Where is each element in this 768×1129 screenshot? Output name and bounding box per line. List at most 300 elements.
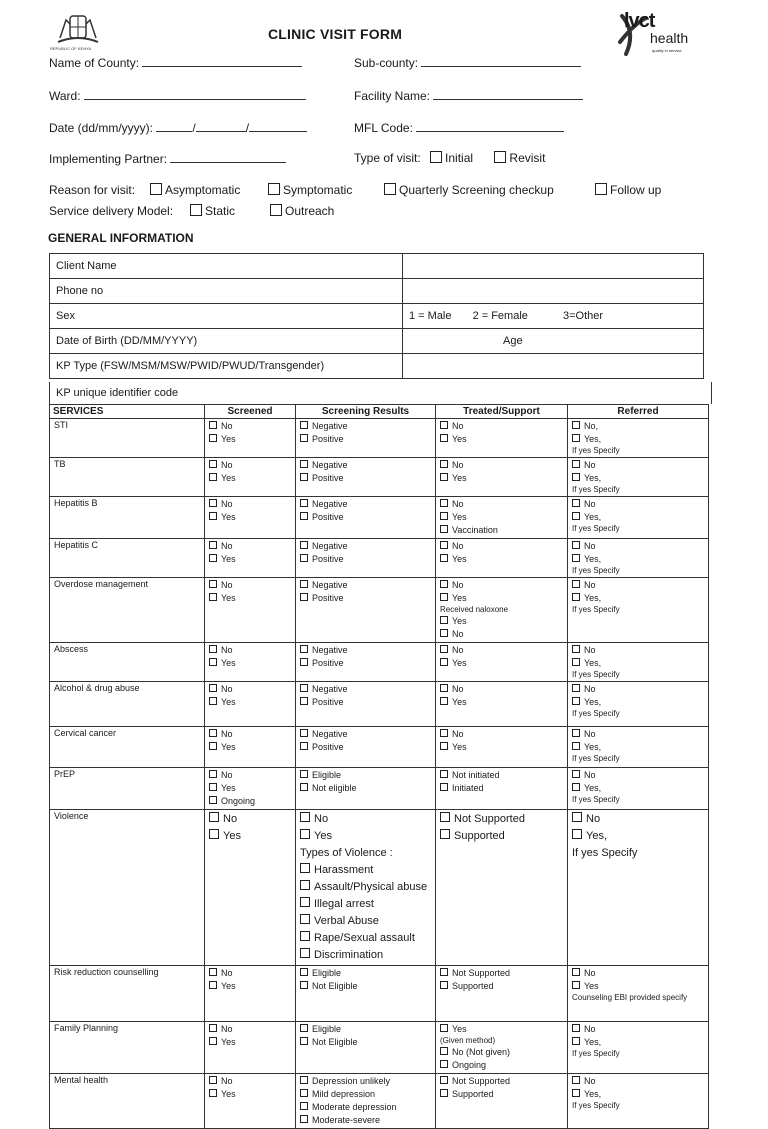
screened-checkbox[interactable]: [209, 421, 217, 429]
result-option[interactable]: [300, 728, 431, 741]
treated-checkbox[interactable]: [440, 460, 448, 468]
dob-row: [50, 329, 704, 354]
partner-field[interactable]: [49, 152, 286, 166]
result-option[interactable]: [300, 579, 431, 592]
referred-option[interactable]: [572, 1036, 704, 1049]
date-field[interactable]: [49, 121, 307, 135]
referred-checkbox[interactable]: [572, 512, 580, 520]
treated-option[interactable]: [440, 811, 563, 828]
result-checkbox[interactable]: [300, 460, 308, 468]
partner-input[interactable]: [170, 152, 286, 163]
result-option[interactable]: [300, 433, 431, 446]
treated-cell: [436, 458, 568, 497]
facility-label: Facility Name:: [354, 89, 431, 103]
screened-checkbox[interactable]: [209, 1076, 217, 1084]
visit-initial-checkbox[interactable]: [430, 151, 442, 163]
treated-option[interactable]: [440, 459, 563, 472]
treated-checkbox[interactable]: [440, 783, 448, 791]
model-static-checkbox[interactable]: [190, 204, 202, 216]
treated-checkbox[interactable]: [440, 541, 448, 549]
result-option[interactable]: [300, 782, 431, 795]
result-checkbox[interactable]: [300, 829, 310, 839]
result-option[interactable]: [300, 644, 431, 657]
screened-checkbox[interactable]: [209, 460, 217, 468]
screened-option[interactable]: [209, 1088, 291, 1101]
result-option[interactable]: [300, 540, 431, 553]
referred-checkbox[interactable]: [572, 697, 580, 705]
result-option-label: Negative: [312, 645, 348, 655]
result-option[interactable]: [300, 420, 431, 433]
referred-option[interactable]: [572, 420, 704, 433]
treated-extra-option[interactable]: [440, 1059, 563, 1072]
referred-option[interactable]: [572, 782, 704, 795]
screened-checkbox[interactable]: [209, 697, 217, 705]
treated-checkbox[interactable]: [440, 525, 448, 533]
treated-option[interactable]: [440, 433, 563, 446]
referred-checkbox[interactable]: [572, 1076, 580, 1084]
referred-option[interactable]: [572, 683, 704, 696]
treated-checkbox[interactable]: [440, 968, 448, 976]
treated-checkbox[interactable]: [440, 812, 450, 822]
results-cell: [296, 1074, 436, 1129]
screened-checkbox[interactable]: [209, 1024, 217, 1032]
referred-checkbox[interactable]: [572, 460, 580, 468]
treated-checkbox[interactable]: [440, 593, 448, 601]
reason-asymptomatic-option[interactable]: [150, 183, 240, 197]
treated-checkbox[interactable]: [440, 554, 448, 562]
treated-option[interactable]: [440, 420, 563, 433]
date-day-input[interactable]: [156, 121, 192, 132]
screened-option[interactable]: [209, 592, 291, 605]
referred-option[interactable]: [572, 433, 704, 446]
referred-option[interactable]: [572, 1075, 704, 1088]
referred-option[interactable]: [572, 696, 704, 709]
subcounty-field[interactable]: [354, 56, 581, 70]
result-checkbox[interactable]: [300, 729, 308, 737]
screened-checkbox[interactable]: [209, 812, 219, 822]
model-outreach-option[interactable]: [270, 204, 334, 218]
referred-option-label: Yes,: [584, 434, 602, 444]
treated-option[interactable]: [440, 644, 563, 657]
violence-type-checkbox[interactable]: [300, 897, 310, 907]
result-checkbox[interactable]: [300, 593, 308, 601]
referred-checkbox[interactable]: [572, 541, 580, 549]
treated-option[interactable]: [440, 592, 563, 605]
reason-asymptomatic-checkbox[interactable]: [150, 183, 162, 195]
referred-checkbox[interactable]: [572, 770, 580, 778]
treated-option[interactable]: [440, 472, 563, 485]
treated-extra-option[interactable]: [440, 1046, 563, 1059]
screened-option[interactable]: [209, 1036, 291, 1049]
screened-checkbox[interactable]: [209, 499, 217, 507]
subcounty-label: Sub-county:: [354, 56, 419, 70]
screened-option[interactable]: [209, 511, 291, 524]
treated-option[interactable]: [440, 696, 563, 709]
referred-checkbox[interactable]: [572, 554, 580, 562]
treated-option[interactable]: [440, 769, 563, 782]
treated-option[interactable]: [440, 828, 563, 845]
result-checkbox[interactable]: [300, 770, 308, 778]
screened-option[interactable]: [209, 741, 291, 754]
facility-input[interactable]: [433, 89, 583, 100]
treated-option[interactable]: [440, 980, 563, 993]
referred-option[interactable]: [572, 553, 704, 566]
screened-checkbox[interactable]: [209, 658, 217, 666]
date-year-input[interactable]: [249, 121, 307, 132]
referred-option[interactable]: [572, 511, 704, 524]
result-option[interactable]: [300, 1114, 431, 1127]
screened-option[interactable]: [209, 1023, 291, 1036]
treated-checkbox[interactable]: [440, 434, 448, 442]
mfl-input[interactable]: [416, 121, 564, 132]
screened-option[interactable]: [209, 782, 291, 795]
reason-followup-option[interactable]: [595, 183, 661, 197]
referred-specify-note: If yes Specify: [572, 485, 620, 494]
referred-cell: [568, 1074, 709, 1129]
referred-checkbox[interactable]: [572, 1089, 580, 1097]
result-option[interactable]: [300, 1023, 431, 1036]
reason-quarterly-checkbox[interactable]: [384, 183, 396, 195]
referred-checkbox[interactable]: [572, 1037, 580, 1045]
treated-option[interactable]: [440, 967, 563, 980]
screened-option[interactable]: [209, 795, 291, 808]
model-static-option[interactable]: [190, 204, 235, 218]
treated-extra-checkbox[interactable]: [440, 616, 448, 624]
referred-option[interactable]: [572, 579, 704, 592]
date-label: Date (dd/mm/yyyy):: [49, 121, 154, 135]
date-month-input[interactable]: [196, 121, 246, 132]
referred-option[interactable]: [572, 980, 704, 993]
result-checkbox[interactable]: [300, 1076, 308, 1084]
referred-option-label: Yes: [584, 981, 599, 991]
referred-checkbox[interactable]: [572, 783, 580, 791]
screened-option[interactable]: [209, 1075, 291, 1088]
screened-checkbox[interactable]: [209, 593, 217, 601]
mfl-field[interactable]: [354, 121, 564, 135]
treated-checkbox[interactable]: [440, 684, 448, 692]
screened-checkbox[interactable]: [209, 645, 217, 653]
treated-option[interactable]: [440, 1088, 563, 1101]
service-name: Family Planning: [50, 1022, 205, 1074]
result-checkbox[interactable]: [300, 580, 308, 588]
facility-field[interactable]: [354, 89, 583, 103]
violence-type-option[interactable]: [300, 913, 431, 930]
screened-checkbox[interactable]: [209, 434, 217, 442]
referred-checkbox[interactable]: [572, 473, 580, 481]
treated-option[interactable]: [440, 782, 563, 795]
referred-option[interactable]: [572, 472, 704, 485]
result-option[interactable]: [300, 511, 431, 524]
referred-option[interactable]: [572, 967, 704, 980]
screened-checkbox[interactable]: [209, 554, 217, 562]
sex-other-option[interactable]: 3=Other: [562, 310, 604, 322]
referred-option[interactable]: [572, 1023, 704, 1036]
referred-option[interactable]: [572, 459, 704, 472]
violence-type-checkbox[interactable]: [300, 914, 310, 924]
result-checkbox[interactable]: [300, 499, 308, 507]
screened-checkbox[interactable]: [209, 770, 217, 778]
result-checkbox[interactable]: [300, 981, 308, 989]
sex-male-option[interactable]: 1 = Male: [409, 310, 452, 322]
referred-checkbox[interactable]: [572, 434, 580, 442]
screened-checkbox[interactable]: [209, 1037, 217, 1045]
referred-checkbox[interactable]: [572, 658, 580, 666]
screened-option[interactable]: [209, 433, 291, 446]
ward-input[interactable]: [84, 89, 306, 100]
referred-checkbox[interactable]: [572, 742, 580, 750]
violence-type-option[interactable]: [300, 879, 431, 896]
screened-option[interactable]: [209, 540, 291, 553]
kp-uid-row[interactable]: [49, 382, 712, 404]
result-option[interactable]: [300, 683, 431, 696]
client-name-row: [50, 254, 704, 279]
result-option[interactable]: [300, 472, 431, 485]
referred-checkbox[interactable]: [572, 968, 580, 976]
referred-checkbox[interactable]: [572, 829, 582, 839]
referred-option-label: No: [584, 580, 596, 590]
treated-checkbox[interactable]: [440, 1024, 448, 1032]
model-label: Service delivery Model:: [49, 204, 174, 218]
treated-extra-checkbox[interactable]: [440, 1047, 448, 1055]
treated-checkbox[interactable]: [440, 729, 448, 737]
phone-input[interactable]: [403, 279, 704, 304]
treated-checkbox[interactable]: [440, 580, 448, 588]
treated-option[interactable]: [440, 524, 563, 537]
client-name-input[interactable]: [403, 254, 704, 279]
screened-option[interactable]: [209, 828, 291, 845]
result-checkbox[interactable]: [300, 541, 308, 549]
treated-option[interactable]: [440, 1023, 563, 1036]
referred-checkbox[interactable]: [572, 812, 582, 822]
screened-option[interactable]: [209, 553, 291, 566]
reason-symptomatic-checkbox[interactable]: [268, 183, 280, 195]
screened-option[interactable]: [209, 420, 291, 433]
referred-option[interactable]: [572, 644, 704, 657]
referred-checkbox[interactable]: [572, 645, 580, 653]
screened-option[interactable]: [209, 657, 291, 670]
treated-checkbox[interactable]: [440, 645, 448, 653]
treated-extra-option[interactable]: [440, 615, 563, 628]
screened-checkbox[interactable]: [209, 783, 217, 791]
screened-option-label: No: [221, 580, 233, 590]
visit-revisit-checkbox[interactable]: [494, 151, 506, 163]
treated-option[interactable]: [440, 498, 563, 511]
model-outreach-checkbox[interactable]: [270, 204, 282, 216]
reason-symptomatic-option[interactable]: [268, 183, 352, 197]
screened-checkbox[interactable]: [209, 580, 217, 588]
treated-option[interactable]: [440, 728, 563, 741]
result-checkbox[interactable]: [300, 658, 308, 666]
treated-checkbox[interactable]: [440, 770, 448, 778]
result-option[interactable]: [300, 1101, 431, 1114]
treated-option[interactable]: [440, 741, 563, 754]
screened-checkbox[interactable]: [209, 541, 217, 549]
treated-checkbox[interactable]: [440, 1076, 448, 1084]
referred-checkbox[interactable]: [572, 981, 580, 989]
violence-type-option[interactable]: [300, 896, 431, 913]
reason-followup-checkbox[interactable]: [595, 183, 607, 195]
screened-checkbox[interactable]: [209, 742, 217, 750]
treated-option[interactable]: [440, 540, 563, 553]
treated-checkbox[interactable]: [440, 658, 448, 666]
result-option[interactable]: [300, 828, 431, 845]
screened-option[interactable]: [209, 696, 291, 709]
result-checkbox[interactable]: [300, 434, 308, 442]
screened-checkbox[interactable]: [209, 968, 217, 976]
screened-option[interactable]: [209, 683, 291, 696]
sex-label: Sex: [50, 304, 403, 329]
result-checkbox[interactable]: [300, 1102, 308, 1110]
result-option[interactable]: [300, 553, 431, 566]
referred-cell: [568, 458, 709, 497]
screened-option[interactable]: [209, 811, 291, 828]
kp-type-label: KP Type (FSW/MSM/MSW/PWID/PWUD/Transgender): [50, 354, 403, 379]
referred-option[interactable]: [572, 728, 704, 741]
screened-checkbox[interactable]: [209, 512, 217, 520]
referred-checkbox[interactable]: [572, 580, 580, 588]
sex-options[interactable]: [403, 304, 704, 329]
county-field[interactable]: [49, 56, 302, 70]
result-checkbox[interactable]: [300, 512, 308, 520]
age-label[interactable]: Age: [403, 329, 704, 354]
result-option[interactable]: [300, 592, 431, 605]
referred-option[interactable]: [572, 657, 704, 670]
treated-option[interactable]: [440, 579, 563, 592]
treated-checkbox[interactable]: [440, 473, 448, 481]
screened-checkbox[interactable]: [209, 829, 219, 839]
referred-checkbox[interactable]: [572, 1024, 580, 1032]
referred-option[interactable]: [572, 592, 704, 605]
screened-option[interactable]: [209, 498, 291, 511]
treated-checkbox[interactable]: [440, 499, 448, 507]
result-option[interactable]: [300, 696, 431, 709]
violence-type-option[interactable]: [300, 930, 431, 947]
referred-cell: [568, 1022, 709, 1074]
screened-checkbox[interactable]: [209, 729, 217, 737]
screened-option[interactable]: [209, 579, 291, 592]
treated-checkbox[interactable]: [440, 421, 448, 429]
result-checkbox[interactable]: [300, 812, 310, 822]
result-option[interactable]: [300, 811, 431, 828]
screened-option[interactable]: [209, 967, 291, 980]
result-option-label: Eligible: [312, 1024, 342, 1034]
treated-checkbox[interactable]: [440, 697, 448, 705]
screened-checkbox[interactable]: [209, 1089, 217, 1097]
referred-option[interactable]: [572, 741, 704, 754]
treated-extra-checkbox[interactable]: [440, 629, 448, 637]
result-checkbox[interactable]: [300, 783, 308, 791]
ward-field[interactable]: [49, 89, 306, 103]
result-checkbox[interactable]: [300, 968, 308, 976]
result-option[interactable]: [300, 498, 431, 511]
screened-option-label: Yes: [221, 697, 236, 707]
treated-option[interactable]: [440, 511, 563, 524]
violence-type-option[interactable]: [300, 862, 431, 879]
treated-option[interactable]: [440, 553, 563, 566]
referred-option[interactable]: [572, 540, 704, 553]
county-input[interactable]: [142, 56, 302, 67]
screened-checkbox[interactable]: [209, 796, 217, 804]
result-checkbox[interactable]: [300, 1024, 308, 1032]
referred-option[interactable]: [572, 769, 704, 782]
violence-type-checkbox[interactable]: [300, 880, 310, 890]
screened-option[interactable]: [209, 728, 291, 741]
result-checkbox[interactable]: [300, 697, 308, 705]
result-checkbox[interactable]: [300, 742, 308, 750]
result-checkbox[interactable]: [300, 645, 308, 653]
result-option[interactable]: [300, 1088, 431, 1101]
results-cell: [296, 966, 436, 1022]
subcounty-input[interactable]: [421, 56, 581, 67]
violence-type-option[interactable]: [300, 947, 431, 964]
violence-type-checkbox[interactable]: [300, 931, 310, 941]
treated-extra-checkbox[interactable]: [440, 1060, 448, 1068]
result-option[interactable]: [300, 1075, 431, 1088]
result-option[interactable]: [300, 657, 431, 670]
result-checkbox[interactable]: [300, 1089, 308, 1097]
referred-option[interactable]: [572, 828, 704, 845]
referred-specify-note: If yes Specify: [572, 709, 620, 718]
screened-option[interactable]: [209, 472, 291, 485]
treated-checkbox[interactable]: [440, 742, 448, 750]
screened-option[interactable]: [209, 644, 291, 657]
result-option[interactable]: [300, 769, 431, 782]
screened-option[interactable]: [209, 459, 291, 472]
result-option[interactable]: [300, 980, 431, 993]
referred-checkbox[interactable]: [572, 421, 580, 429]
result-option[interactable]: [300, 1036, 431, 1049]
referred-checkbox[interactable]: [572, 684, 580, 692]
treated-checkbox[interactable]: [440, 829, 450, 839]
referred-option-label: No: [584, 770, 596, 780]
result-checkbox[interactable]: [300, 421, 308, 429]
result-option[interactable]: [300, 741, 431, 754]
violence-type-checkbox[interactable]: [300, 948, 310, 958]
treated-extra-option[interactable]: [440, 628, 563, 641]
result-option[interactable]: [300, 967, 431, 980]
result-checkbox[interactable]: [300, 1037, 308, 1045]
referred-checkbox[interactable]: [572, 729, 580, 737]
referred-checkbox[interactable]: [572, 593, 580, 601]
sex-female-option[interactable]: 2 = Female: [472, 310, 528, 322]
reason-quarterly-option[interactable]: [384, 183, 554, 197]
kp-type-input[interactable]: [403, 354, 704, 379]
result-checkbox[interactable]: [300, 554, 308, 562]
screened-checkbox[interactable]: [209, 684, 217, 692]
result-checkbox[interactable]: [300, 1115, 308, 1123]
treated-checkbox[interactable]: [440, 1089, 448, 1097]
referred-option[interactable]: [572, 1088, 704, 1101]
referred-option[interactable]: [572, 811, 704, 828]
result-checkbox[interactable]: [300, 684, 308, 692]
screened-checkbox[interactable]: [209, 473, 217, 481]
referred-checkbox[interactable]: [572, 499, 580, 507]
treated-checkbox[interactable]: [440, 512, 448, 520]
referred-option[interactable]: [572, 498, 704, 511]
treated-option[interactable]: [440, 657, 563, 670]
treated-checkbox[interactable]: [440, 981, 448, 989]
screened-option[interactable]: [209, 980, 291, 993]
violence-type-checkbox[interactable]: [300, 863, 310, 873]
screened-option-label: Yes: [221, 434, 236, 444]
result-option[interactable]: [300, 459, 431, 472]
result-checkbox[interactable]: [300, 473, 308, 481]
screened-checkbox[interactable]: [209, 981, 217, 989]
screened-option[interactable]: [209, 769, 291, 782]
results-cell: [296, 727, 436, 768]
treated-option[interactable]: [440, 1075, 563, 1088]
treated-option[interactable]: [440, 683, 563, 696]
